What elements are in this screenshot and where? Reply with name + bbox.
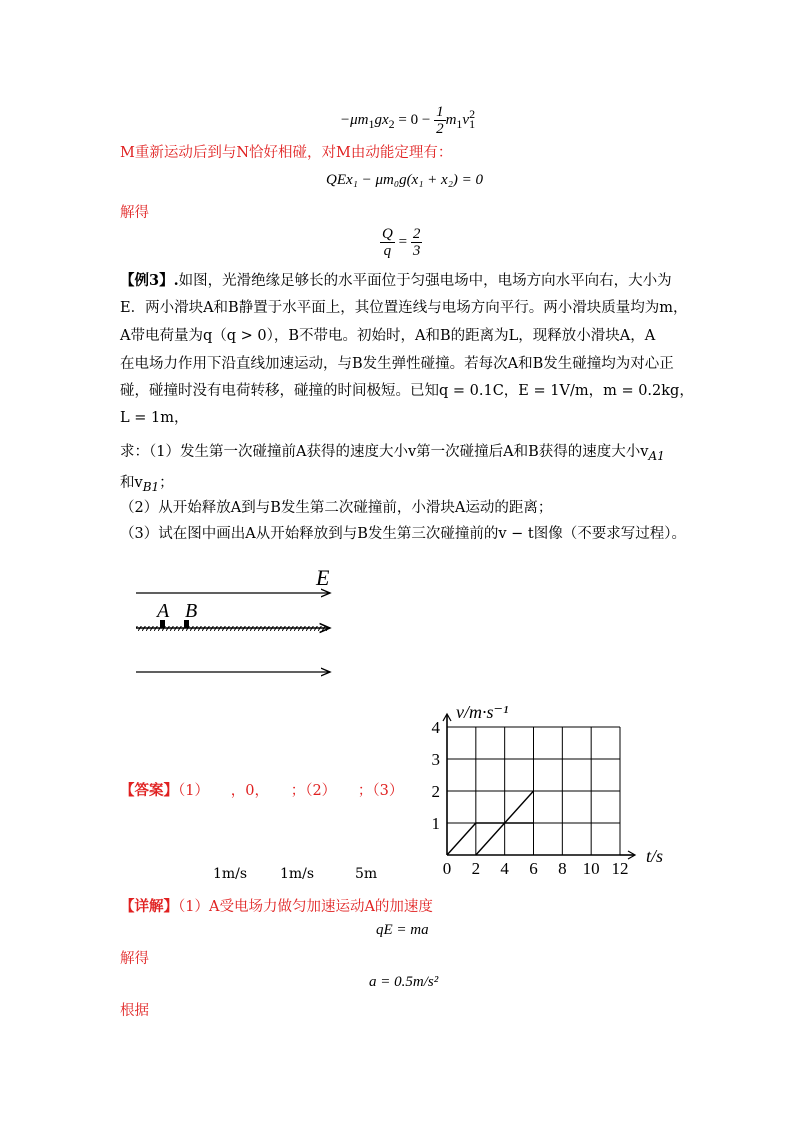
x-tick-label: 6 bbox=[529, 859, 538, 878]
x-tick-label: 10 bbox=[582, 859, 600, 878]
label-block-a: A bbox=[157, 600, 170, 622]
equation-acceleration: a = 0.5m/s² bbox=[369, 974, 439, 990]
x-tick-label: 2 bbox=[471, 859, 481, 878]
question-1: 求：（1）发生第一次碰撞前A获得的速度大小v第一次碰撞后A和B获得的速度大小$v_{A1}$ bbox=[120, 444, 665, 463]
question-3: （3）试在图中画出A从开始释放到与B发生第三次碰撞前的v − t图像（不要求写过程）。 bbox=[120, 526, 686, 542]
detail-tag: 【详解】 bbox=[120, 898, 178, 915]
vt-segment bbox=[447, 823, 476, 855]
answer-value-1: 1m/s bbox=[213, 866, 248, 882]
chart-ylabel: v/m·s⁻¹ bbox=[456, 702, 509, 722]
answer-value-2: 1m/s bbox=[280, 866, 315, 882]
answer-line: 【答案】（1） ，0， ；（2） ；（3） bbox=[120, 782, 404, 799]
detail-line: 【详解】（1）A受电场力做匀加速运动A的加速度 bbox=[120, 898, 433, 915]
m-restart-line: M重新运动后到与N恰好相碰，对M由动能定理有： bbox=[120, 145, 453, 161]
chart-xlabel: t/s bbox=[646, 846, 664, 866]
y-tick-label: 4 bbox=[431, 718, 440, 737]
example-line-3: A带电荷量为q（q > 0），B不带电。初始时，A和B的距离为L，现释放小滑块A，A bbox=[120, 328, 656, 344]
jiede-label-1: 解得 bbox=[120, 205, 149, 221]
equation-work-energy-1: $-\mu m_1gx_2 = 0$ − $\frac{1}{2}$ $m_1v_1^2$ bbox=[340, 104, 476, 137]
answer-tag: 【答案】 bbox=[120, 782, 178, 799]
y-tick-label: 3 bbox=[431, 750, 440, 769]
field-diagram bbox=[130, 565, 350, 685]
x-tick-label: 4 bbox=[500, 859, 509, 878]
label-block-b: B bbox=[185, 600, 198, 622]
example-line-1: 【例3】.如图，光滑绝缘足够长的水平面位于匀强电场中，电场方向水平向右，大小为 bbox=[120, 272, 672, 289]
genju-label: 根据 bbox=[120, 1003, 149, 1019]
answer-value-3: 5m bbox=[355, 866, 378, 882]
field-label-e: E bbox=[316, 565, 330, 590]
example-line-5: 碰，碰撞时没有电荷转移，碰撞的时间极短。已知q = 0.1C，E = 1V/m，m = 0.2kg， bbox=[120, 383, 694, 399]
example-line-2: E．两小滑块A和B静置于水平面上，其位置连线与电场方向平行。两小滑块质量均为m， bbox=[120, 300, 688, 316]
vt-chart bbox=[420, 696, 680, 886]
y-tick-label: 2 bbox=[431, 782, 440, 801]
y-tick-label: 1 bbox=[431, 814, 440, 833]
jiede-label-2: 解得 bbox=[120, 951, 149, 967]
equation-ratio: $\frac{Q}{q}$ = $\frac{2}{3}$ bbox=[382, 226, 421, 259]
x-tick-label: 12 bbox=[611, 859, 629, 878]
question-1-cont: 和$v_{B1}$； bbox=[120, 475, 174, 494]
question-2: （2）从开始释放A到与B发生第二次碰撞前，小滑块A运动的距离； bbox=[120, 500, 553, 516]
example-tag: 【例3】. bbox=[120, 272, 179, 289]
x-tick-label: 0 bbox=[442, 859, 452, 878]
equation-work-energy-2: QEx₁ − μm₀g(x₁ + x₂) = 0 bbox=[326, 172, 484, 188]
example-line-4: 在电场力作用下沿直线加速运动，与B发生弹性碰撞。若每次A和B发生碰撞均为对心正 bbox=[120, 356, 674, 372]
x-tick-label: 8 bbox=[558, 859, 567, 878]
example-line-6: L = 1m， bbox=[120, 410, 189, 426]
equation-newton: qE = ma bbox=[376, 922, 429, 938]
